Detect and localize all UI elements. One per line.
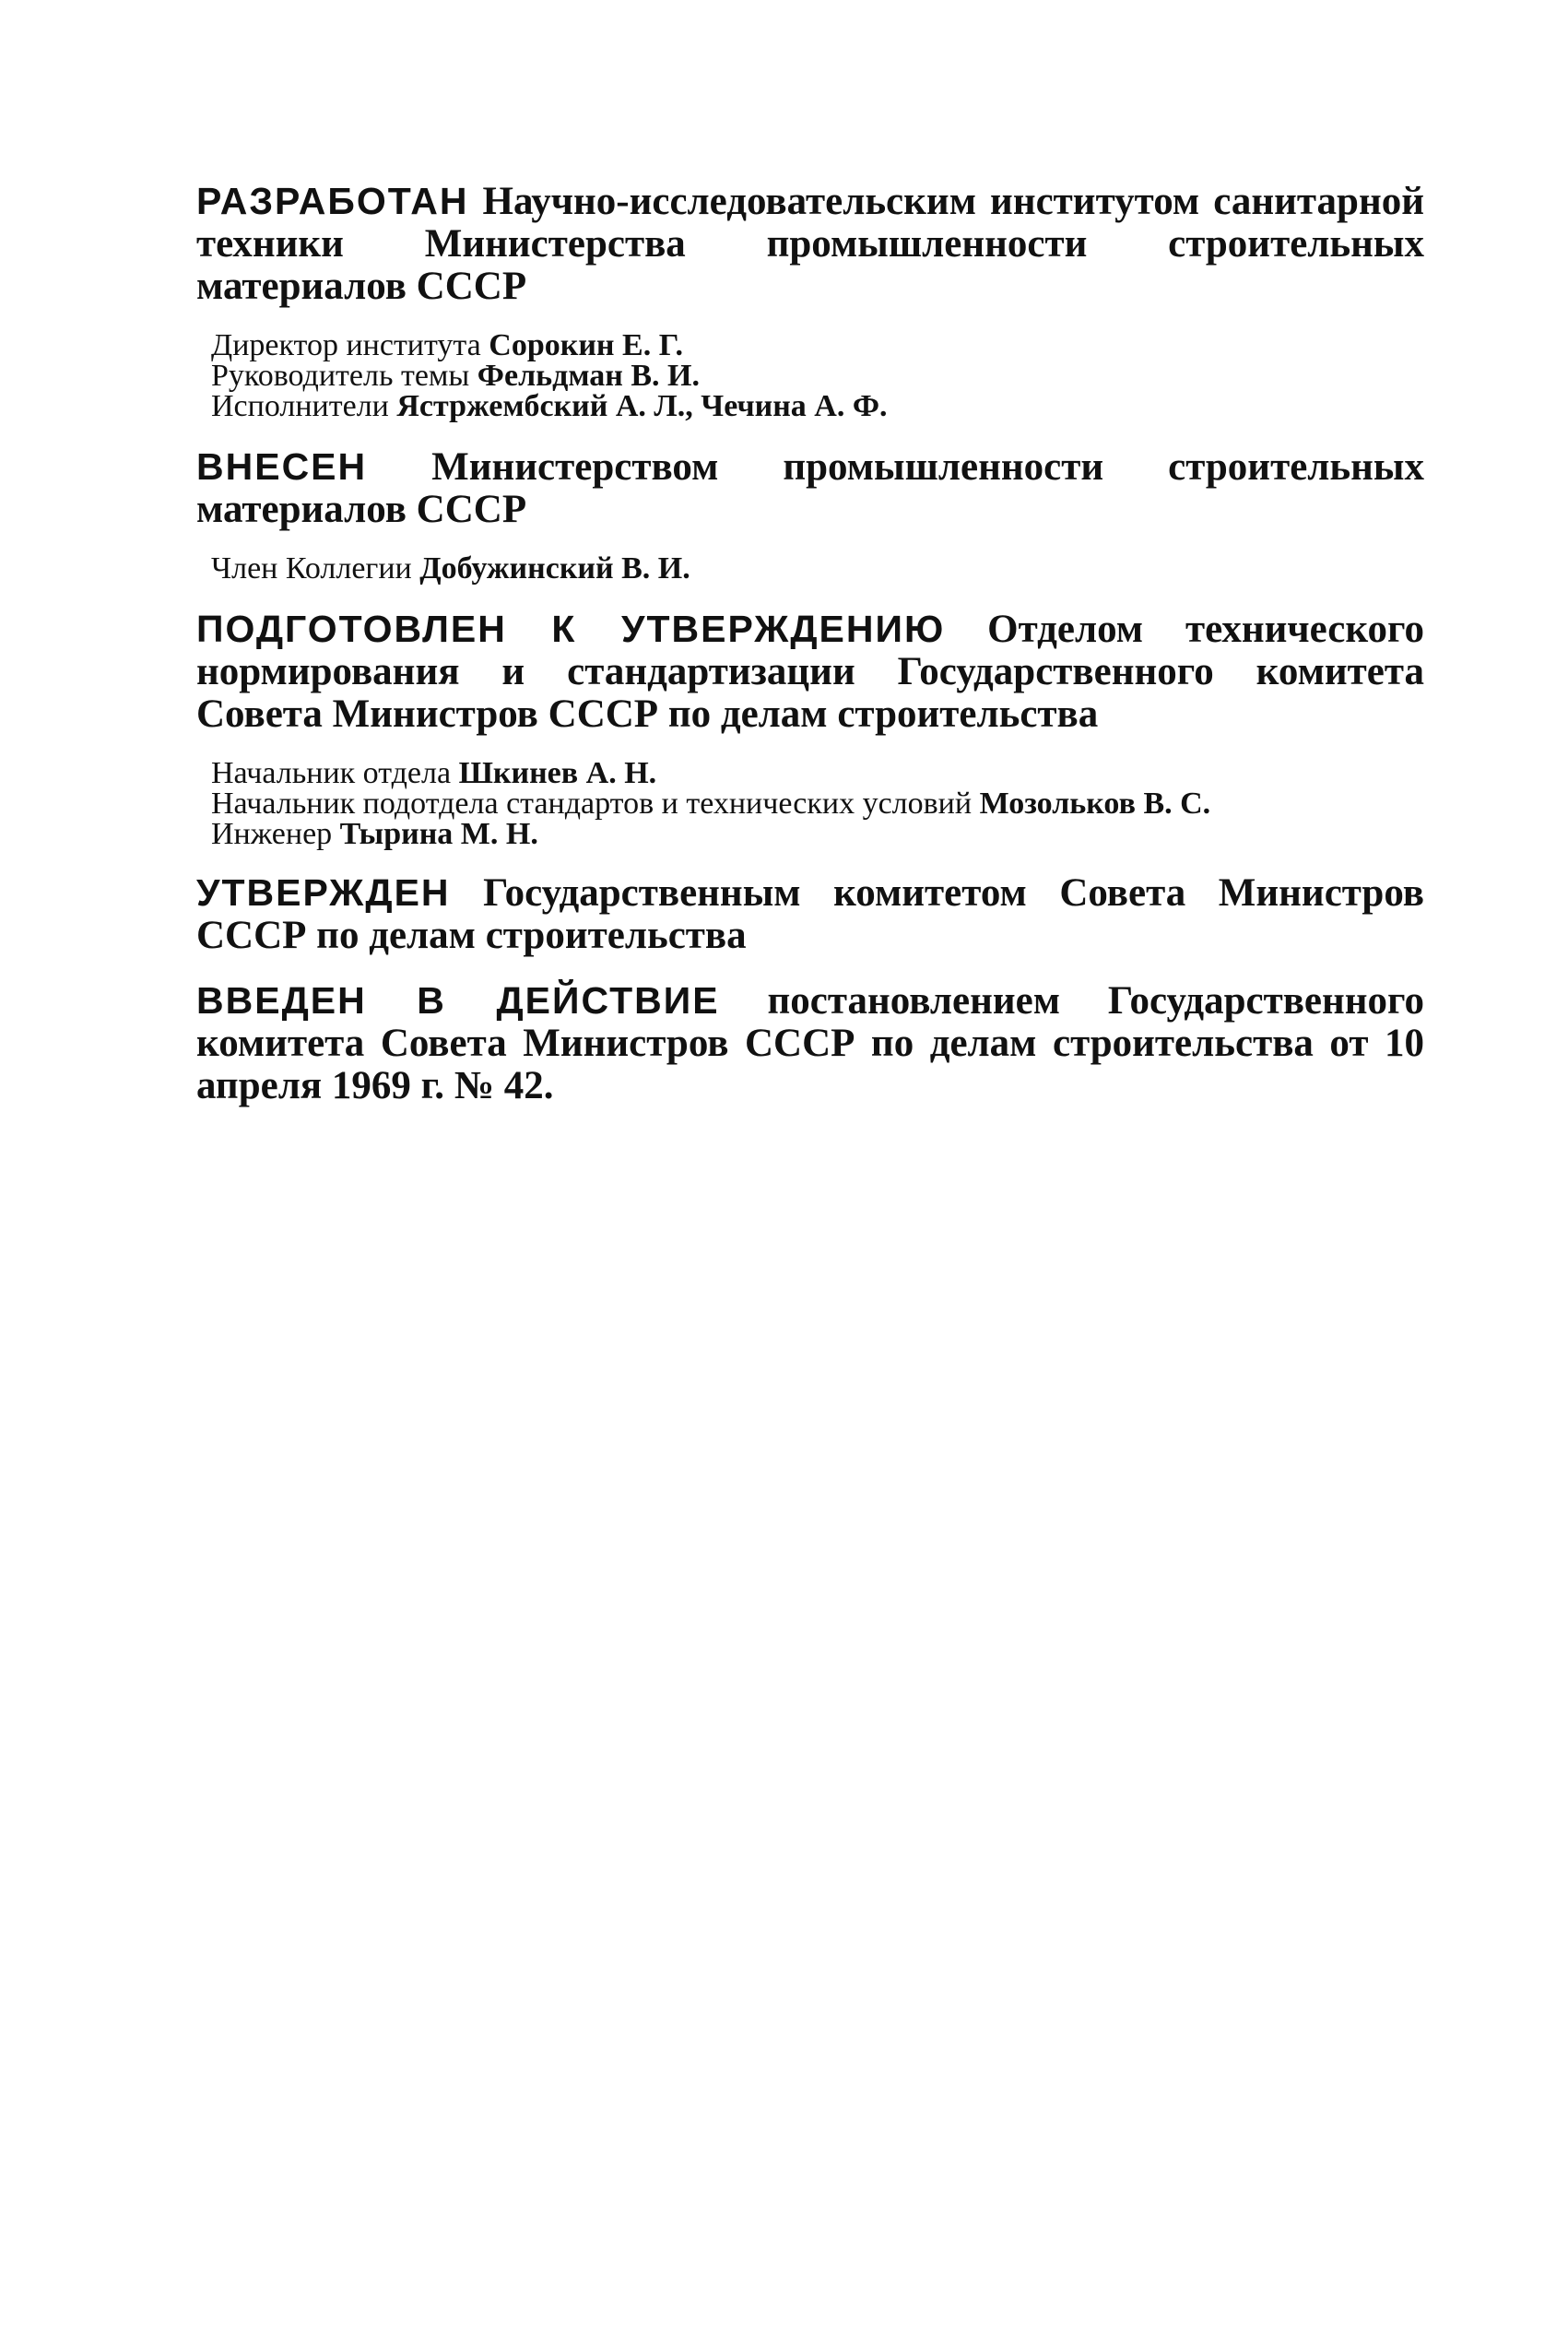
section-introduced (196, 445, 1424, 584)
person-line (211, 819, 1424, 849)
approved-paragraph (196, 871, 1424, 957)
section-approved (196, 871, 1424, 957)
document-page (196, 180, 1424, 1107)
person-name: Сорокин Е. Г. (489, 328, 683, 362)
effective-paragraph (196, 979, 1424, 1107)
developed-paragraph (196, 180, 1424, 308)
section-prepared (196, 608, 1424, 849)
person-name: Мозольков В. С. (979, 787, 1211, 821)
effective-label: ВВЕДЕН В ДЕЙСТВИЕ (196, 979, 720, 1022)
person-role: Директор института (211, 328, 481, 362)
person-name: Добужинский В. И. (419, 551, 690, 586)
person-line (211, 788, 1424, 819)
approved-label: УТВЕРЖДЕН (196, 871, 451, 914)
person-role: Начальник подотдела стандартов и технических условий (211, 787, 973, 821)
prepared-text: Отделом технического нормирования и стандартизации Государственного комитета Совета Министров СССР по делам строительства (196, 608, 1425, 736)
introduced-paragraph (196, 445, 1424, 531)
introduced-text: Министерством промышленности строительных материалов СССР (196, 445, 1424, 531)
person-role: Исполнители (211, 389, 389, 423)
person-name: Ястржембский А. Л., Чечина А. Ф. (396, 389, 888, 423)
approved-text: Государственным комитетом Совета Министров СССР по делам строительства (196, 871, 1425, 957)
person-role: Член Коллегии (211, 551, 412, 586)
effective-text: постановлением Государственного комитета Совета Министров СССР по делам строительства от 10 апреля 1969 г. № 42. (196, 979, 1425, 1107)
person-role: Инженер (211, 817, 333, 851)
developed-label: РАЗРАБОТАН (196, 180, 469, 222)
person-name: Шкинев А. Н. (458, 756, 657, 790)
person-line (211, 330, 1424, 361)
introduced-people (211, 553, 1424, 584)
prepared-paragraph (196, 608, 1424, 736)
person-line (211, 361, 1424, 391)
person-role: Начальник отдела (211, 756, 452, 790)
person-name: Фельдман В. И. (477, 359, 700, 393)
prepared-label: ПОДГОТОВЛЕН К УТВЕРЖДЕНИЮ (196, 608, 946, 650)
developed-text: Научно-исследовательским институтом санитарной техники Министерства промышленности строительных материалов СССР (196, 180, 1424, 308)
person-line (211, 391, 1424, 421)
section-developed (196, 180, 1424, 421)
developed-people (211, 330, 1424, 421)
introduced-label: ВНЕСЕН (196, 445, 368, 488)
person-line (211, 758, 1424, 788)
section-effective (196, 979, 1424, 1107)
person-role: Руководитель темы (211, 359, 470, 393)
prepared-people (211, 758, 1424, 849)
person-line (211, 553, 1424, 584)
person-name: Тырина М. Н. (339, 817, 538, 851)
